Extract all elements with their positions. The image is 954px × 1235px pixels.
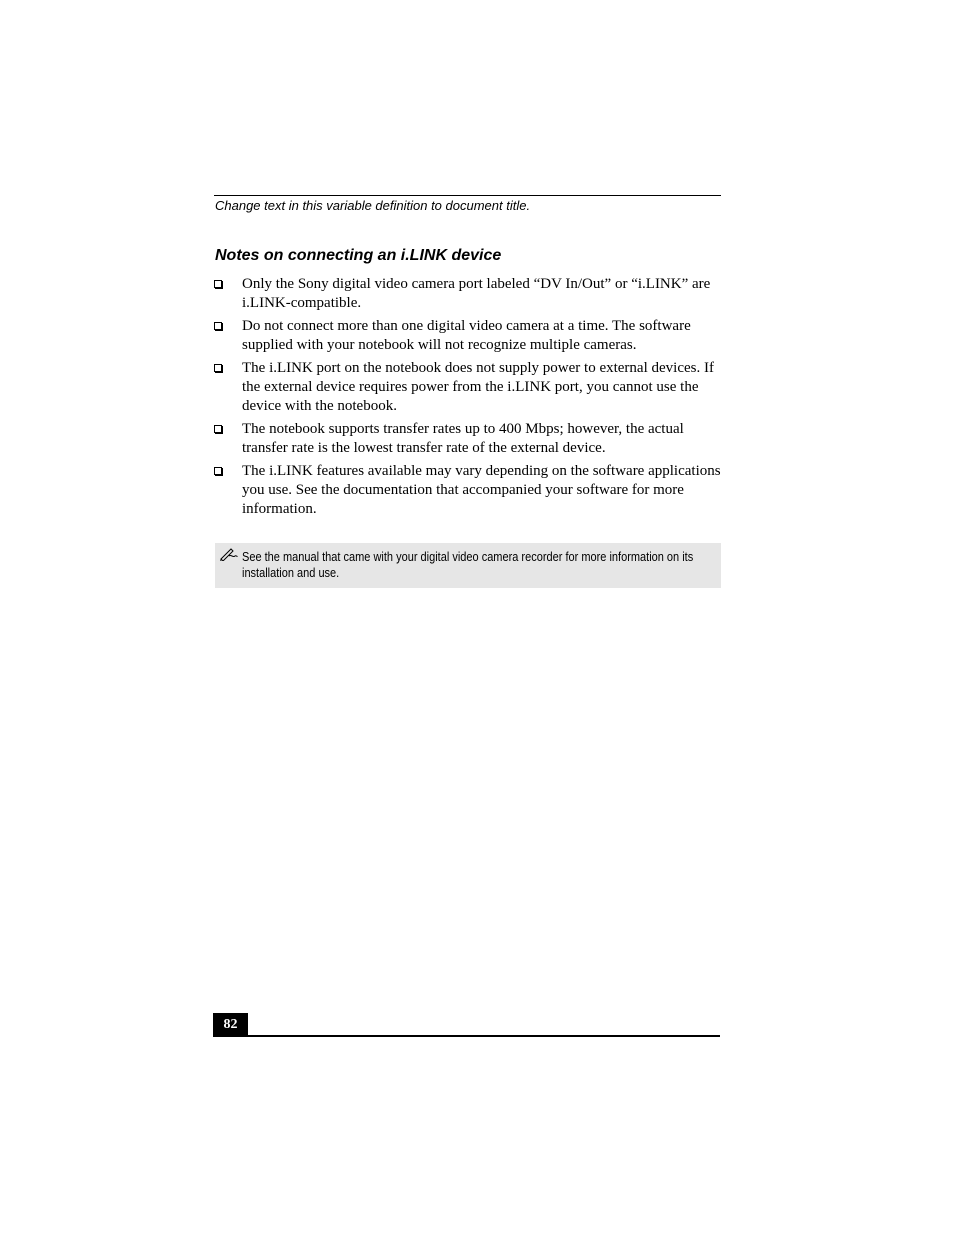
header-rule [214,195,721,196]
checkbox-bullet-icon [214,364,222,372]
list-item [214,317,724,355]
pencil-note-icon [220,547,238,561]
list-item [214,359,724,416]
list-item-text: Only the Sony digital video camera port labeled “DV In/Out” or “i.LINK” are i.LINK-compatible. [242,276,711,311]
list-item-text: The notebook supports transfer rates up to 400 Mbps; however, the actual transfer rate is the lowest transfer rate of the external device. [242,421,684,456]
footer-rule [213,1035,720,1037]
checkbox-bullet-icon [214,467,222,475]
list-item [214,462,724,519]
checkbox-bullet-icon [214,280,222,288]
list-item-text: The i.LINK port on the notebook does not supply power to external devices. If the external device requires power from the i.LINK port, you cannot use the device with the notebook. [242,360,714,414]
running-header: Change text in this variable definition to document title. [215,198,531,213]
notes-list [214,275,724,523]
section-title: Notes on connecting an i.LINK device [215,247,502,264]
note-text: See the manual that came with your digital video camera recorder for more information on its installation and use. [242,550,694,580]
checkbox-bullet-icon [214,425,222,433]
list-item-text: The i.LINK features available may vary depending on the software applications you use. See the documentation that accompanied your software for more information. [242,463,721,517]
list-item [214,275,724,313]
list-item-text: Do not connect more than one digital video camera at a time. The software supplied with your notebook will not recognize multiple cameras. [242,318,691,353]
checkbox-bullet-icon [214,322,222,330]
list-item [214,420,724,458]
page-number: 82 [213,1013,248,1036]
note-box [215,543,721,588]
